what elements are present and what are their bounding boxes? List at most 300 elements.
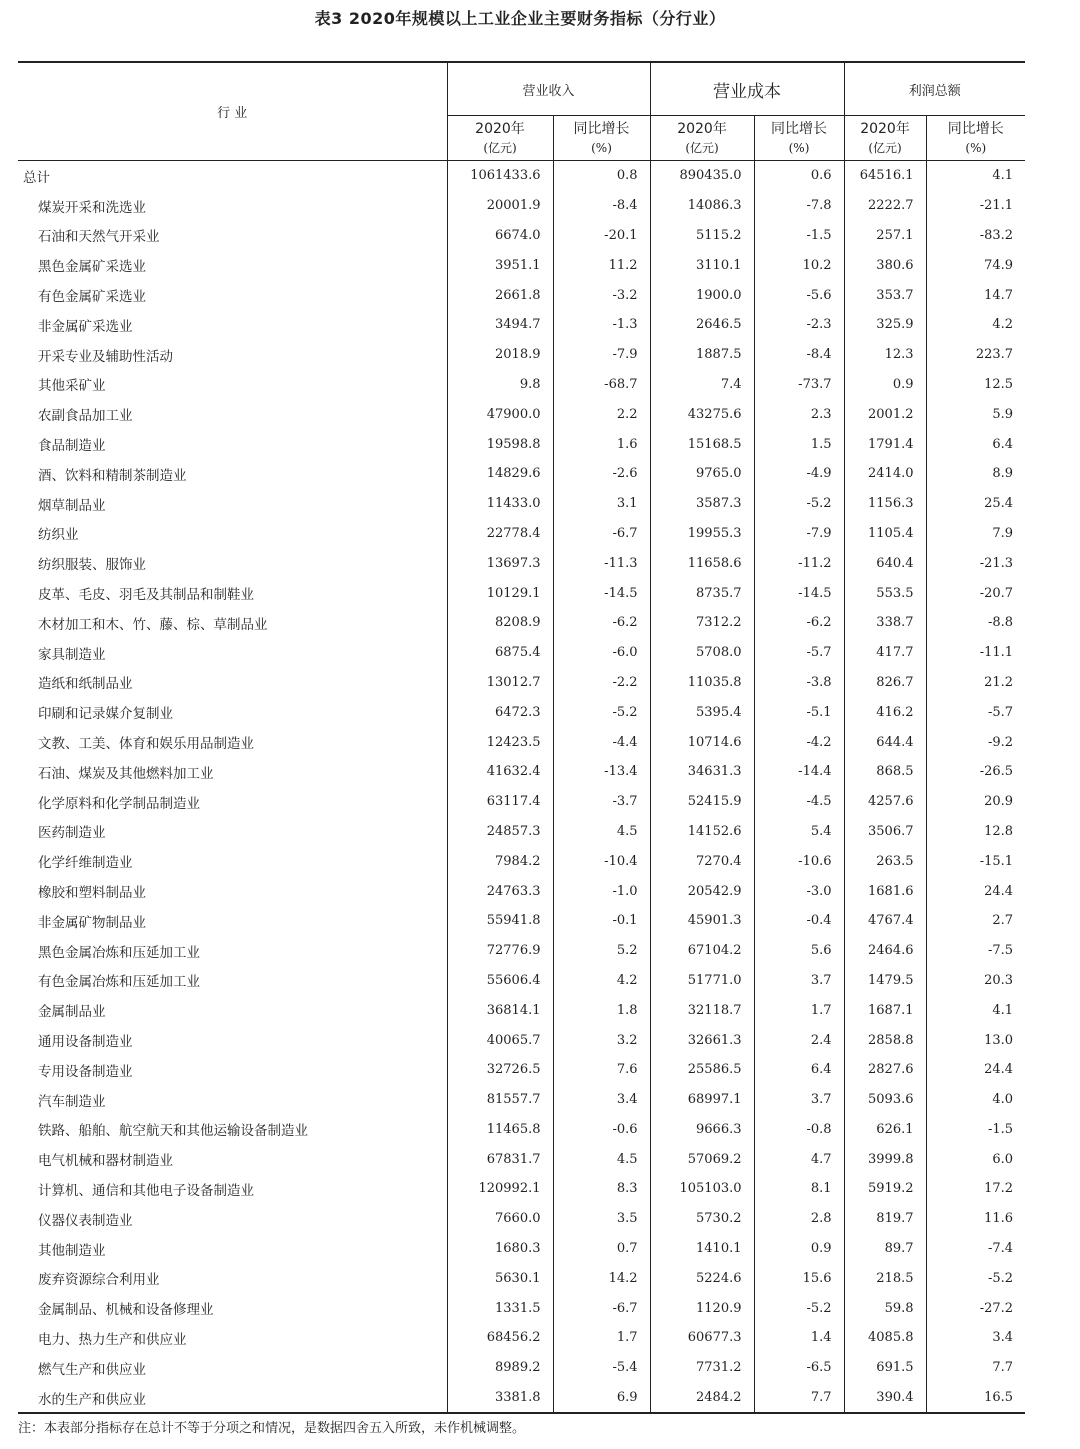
table-row [18,787,1025,817]
cost-value-cell: 60677.3 [650,1323,754,1353]
cost-value-cell: 5115.2 [650,221,754,251]
profit-value-cell: 218.5 [844,1263,926,1293]
cost-value-cell: 890435.0 [650,161,754,191]
pct-label: (%) [788,141,810,155]
table-row [18,727,1025,757]
pct-label: (%) [965,141,987,155]
revenue-growth-cell: 7.6 [553,1055,650,1085]
profit-growth-cell: 21.2 [984,674,1014,690]
revenue-value-cell: 6472.3 [447,697,553,727]
profit-value-cell: 353.7 [844,280,926,310]
profit-growth-cell: 13.0 [984,1032,1014,1048]
revenue-value-subheader [447,116,553,161]
industry-name: 黑色金属矿采选业 [18,250,447,280]
cost-growth-cell: -10.6 [754,846,844,876]
industry-name: 纺织业 [18,519,447,549]
revenue-growth-cell: -0.6 [553,1115,650,1145]
profit-growth-cell: -21.3 [979,555,1014,571]
industry-name: 非金属矿物制品业 [18,906,447,936]
profit-value-cell: 626.1 [844,1115,926,1145]
profit-growth-cell: -26.5 [979,764,1014,780]
profit-growth-cell: -9.2 [987,734,1014,750]
profit-group-header: 利润总额 [844,62,1025,116]
revenue-growth-cell: -4.4 [553,727,650,757]
revenue-growth-cell: 0.7 [553,1234,650,1264]
revenue-value-cell: 1680.3 [447,1234,553,1264]
profit-value-cell: 5093.6 [844,1085,926,1115]
industry-name: 其他制造业 [18,1234,447,1264]
revenue-growth-subheader [553,116,650,161]
table-row [18,1323,1025,1353]
profit-growth-cell: -21.1 [979,198,1014,214]
cost-value-cell: 52415.9 [650,787,754,817]
revenue-growth-cell: -5.4 [553,1353,650,1383]
revenue-growth-cell: 8.3 [553,1174,650,1204]
profit-growth-cell: -27.2 [979,1300,1014,1316]
table-row [18,459,1025,489]
table-row [18,1085,1025,1115]
cost-value-cell: 7312.2 [650,608,754,638]
profit-growth-cell: 20.9 [984,794,1014,810]
profit-value-cell: 380.6 [844,250,926,280]
cost-growth-cell: -5.6 [754,280,844,310]
growth-label: 同比增长 [947,121,1004,137]
table-row [18,1353,1025,1383]
industry-name: 专用设备制造业 [18,1055,447,1085]
profit-value-cell: 325.9 [844,310,926,340]
cost-growth-cell: -0.8 [754,1115,844,1145]
table-row [18,876,1025,906]
cost-growth-cell: 6.4 [754,1055,844,1085]
profit-value-cell: 868.5 [844,757,926,787]
profit-growth-cell: -83.2 [979,227,1014,243]
cost-growth-cell: -3.8 [754,668,844,698]
industry-name: 水的生产和供应业 [18,1383,447,1414]
profit-value-cell: 5919.2 [844,1174,926,1204]
revenue-value-cell: 72776.9 [447,936,553,966]
profit-value-cell: 417.7 [844,638,926,668]
cost-growth-cell: 3.7 [754,966,844,996]
revenue-growth-cell: -20.1 [553,221,650,251]
profit-value-cell: 644.4 [844,727,926,757]
cost-growth-cell: -6.5 [754,1353,844,1383]
cost-value-cell: 11658.6 [650,548,754,578]
year-label: 2020年 [677,121,727,137]
profit-growth-cell: 12.8 [984,823,1014,839]
profit-growth-cell: 16.5 [926,1383,1025,1414]
cost-growth-cell: 5.6 [754,936,844,966]
revenue-growth-cell: 4.2 [553,966,650,996]
profit-value-cell: 416.2 [844,697,926,727]
revenue-growth-cell: 3.4 [553,1085,650,1115]
revenue-value-cell: 68456.2 [447,1323,553,1353]
table-row [18,906,1025,936]
table-title: 表3 2020年规模以上工业企业主要财务指标（分行业） [314,9,726,28]
revenue-value-cell: 32726.5 [447,1055,553,1085]
revenue-value-cell: 6875.4 [447,638,553,668]
table-row [18,1234,1025,1264]
profit-growth-cell: 25.4 [984,496,1014,512]
revenue-value-cell: 24763.3 [447,876,553,906]
table-header [18,62,1025,161]
cost-growth-cell: 2.3 [754,399,844,429]
revenue-growth-cell: 4.5 [553,817,650,847]
revenue-growth-cell: -13.4 [553,757,650,787]
table-body [18,161,1025,1414]
profit-growth-cell: -1.5 [987,1121,1014,1137]
unit-label: (亿元) [483,141,517,155]
revenue-growth-cell: -8.4 [553,191,650,221]
revenue-value-cell: 67831.7 [447,1144,553,1174]
revenue-growth-cell: -10.4 [553,846,650,876]
profit-value-cell: 691.5 [844,1353,926,1383]
cost-value-cell: 9666.3 [650,1115,754,1145]
industry-name: 电力、热力生产和供应业 [18,1323,447,1353]
industry-name: 食品制造业 [18,429,447,459]
cost-value-cell: 2484.2 [650,1383,754,1414]
cost-growth-cell: 15.6 [754,1263,844,1293]
pct-label: (%) [591,141,612,155]
revenue-growth-cell: -2.6 [553,459,650,489]
cost-value-cell: 15168.5 [650,429,754,459]
footnote: 注：本表部分指标存在总计不等于分项之和情况，是数据四舍五入所致，未作机械调整。 [18,1421,526,1436]
industry-name: 橡胶和塑料制品业 [18,876,447,906]
profit-value-cell: 4767.4 [844,906,926,936]
table-row [18,489,1025,519]
table-row [18,221,1025,251]
industry-name: 纺织服装、服饰业 [18,548,447,578]
revenue-growth-cell: 5.2 [553,936,650,966]
revenue-value-cell: 7984.2 [447,846,553,876]
revenue-growth-cell: 1.7 [553,1323,650,1353]
cost-growth-cell: -0.4 [754,906,844,936]
profit-value-cell: 2827.6 [844,1055,926,1085]
revenue-growth-cell: -5.2 [553,697,650,727]
revenue-value-cell: 63117.4 [447,787,553,817]
profit-value-cell: 1105.4 [844,519,926,549]
growth-label: 同比增长 [573,121,630,137]
table-row [18,846,1025,876]
revenue-growth-cell: 3.1 [553,489,650,519]
profit-value-cell: 338.7 [844,608,926,638]
profit-value-cell: 1681.6 [844,876,926,906]
revenue-value-cell: 8989.2 [447,1353,553,1383]
table-row [18,1204,1025,1234]
industry-name: 燃气生产和供应业 [18,1353,447,1383]
profit-value-cell: 553.5 [844,578,926,608]
table-row [18,1174,1025,1204]
table-row [18,697,1025,727]
cost-growth-cell: -5.7 [754,638,844,668]
revenue-value-cell: 55941.8 [447,906,553,936]
cost-value-cell: 20542.9 [650,876,754,906]
profit-growth-cell: 17.2 [984,1181,1014,1197]
industry-name: 金属制品、机械和设备修理业 [18,1293,447,1323]
table-row [18,519,1025,549]
table-row [18,1383,1025,1414]
table-row [18,1055,1025,1085]
revenue-value-cell: 8208.9 [447,608,553,638]
profit-growth-cell: -8.8 [987,615,1014,631]
table-row [18,936,1025,966]
revenue-growth-cell: 1.8 [553,995,650,1025]
revenue-value-cell: 5630.1 [447,1263,553,1293]
profit-growth-cell: 20.3 [984,972,1014,988]
profit-value-cell: 263.5 [844,846,926,876]
cost-growth-cell: 1.4 [754,1323,844,1353]
cost-growth-cell: -4.5 [754,787,844,817]
table-row [18,310,1025,340]
cost-value-cell: 25586.5 [650,1055,754,1085]
cost-value-cell: 10714.6 [650,727,754,757]
profit-value-cell: 3506.7 [844,817,926,847]
revenue-value-cell: 3381.8 [447,1383,553,1414]
cost-value-cell: 34631.3 [650,757,754,787]
profit-growth-cell: 2.7 [992,913,1014,929]
cost-value-cell: 5708.0 [650,638,754,668]
cost-value-cell: 68997.1 [650,1085,754,1115]
revenue-growth-cell: -7.9 [553,340,650,370]
profit-value-cell: 1687.1 [844,995,926,1025]
profit-growth-cell: -20.7 [979,585,1014,601]
profit-value-cell: 2464.6 [844,936,926,966]
industry-name: 仪器仪表制造业 [18,1204,447,1234]
cost-value-cell: 57069.2 [650,1144,754,1174]
cost-growth-cell: 8.1 [754,1174,844,1204]
cost-growth-cell: -5.1 [754,697,844,727]
revenue-value-cell: 41632.4 [447,757,553,787]
cost-value-cell: 1120.9 [650,1293,754,1323]
revenue-growth-cell: -1.3 [553,310,650,340]
cost-value-cell: 105103.0 [650,1174,754,1204]
profit-value-cell: 257.1 [844,221,926,251]
revenue-value-cell: 1061433.6 [447,161,553,191]
cost-value-cell: 45901.3 [650,906,754,936]
financial-indicators-table [18,61,1025,1414]
cost-growth-cell: 1.7 [754,995,844,1025]
revenue-growth-cell: 3.2 [553,1025,650,1055]
profit-growth-cell: -7.5 [987,943,1014,959]
profit-growth-cell: 24.4 [984,1062,1014,1078]
profit-growth-cell: 8.9 [992,466,1014,482]
profit-growth-cell: 24.4 [984,883,1014,899]
revenue-value-cell: 20001.9 [447,191,553,221]
revenue-growth-cell: 1.6 [553,429,650,459]
table-row [18,429,1025,459]
industry-name: 金属制品业 [18,995,447,1025]
cost-value-cell: 5224.6 [650,1263,754,1293]
revenue-growth-cell: -3.7 [553,787,650,817]
cost-growth-cell: -14.5 [754,578,844,608]
revenue-value-cell: 6674.0 [447,221,553,251]
cost-growth-cell: -4.2 [754,727,844,757]
profit-growth-cell: 223.7 [975,347,1014,363]
cost-growth-cell: -4.9 [754,459,844,489]
industry-name: 木材加工和木、竹、藤、棕、草制品业 [18,608,447,638]
cost-growth-cell: 4.7 [754,1144,844,1174]
growth-label: 同比增长 [771,121,828,137]
industry-name: 印刷和记录媒介复制业 [18,697,447,727]
profit-growth-subheader [926,116,1025,161]
table-row [18,608,1025,638]
profit-growth-cell: 12.5 [984,376,1014,392]
revenue-growth-cell: -68.7 [553,370,650,400]
profit-value-cell: 89.7 [844,1234,926,1264]
table-row [18,1115,1025,1145]
cost-growth-cell: -2.3 [754,310,844,340]
table-row [18,1263,1025,1293]
revenue-value-cell: 2661.8 [447,280,553,310]
cost-value-cell: 8735.7 [650,578,754,608]
cost-growth-cell: -73.7 [754,370,844,400]
cost-value-cell: 1410.1 [650,1234,754,1264]
profit-value-cell: 1791.4 [844,429,926,459]
cost-growth-cell: -5.2 [754,1293,844,1323]
cost-value-cell: 32661.3 [650,1025,754,1055]
cost-value-cell: 11035.8 [650,668,754,698]
revenue-value-cell: 36814.1 [447,995,553,1025]
cost-value-cell: 1887.5 [650,340,754,370]
profit-value-cell: 1156.3 [844,489,926,519]
industry-name: 汽车制造业 [18,1085,447,1115]
profit-value-cell: 1479.5 [844,966,926,996]
industry-name: 煤炭开采和洗选业 [18,191,447,221]
revenue-value-cell: 7660.0 [447,1204,553,1234]
profit-value-cell: 4257.6 [844,787,926,817]
cost-growth-subheader [754,116,844,161]
table-row [18,370,1025,400]
industry-name: 铁路、船舶、航空航天和其他运输设备制造业 [18,1115,447,1145]
table-row [18,757,1025,787]
revenue-value-cell: 40065.7 [447,1025,553,1055]
profit-growth-cell: 6.0 [992,1151,1014,1167]
profit-value-cell: 2858.8 [844,1025,926,1055]
cost-value-cell: 9765.0 [650,459,754,489]
revenue-value-cell: 13012.7 [447,668,553,698]
cost-value-cell: 5395.4 [650,697,754,727]
industry-header: 行 业 [18,62,447,161]
industry-name: 农副食品加工业 [18,399,447,429]
profit-value-cell: 2414.0 [844,459,926,489]
table-row [18,578,1025,608]
cost-value-cell: 32118.7 [650,995,754,1025]
cost-growth-cell: 2.4 [754,1025,844,1055]
table-row [18,1144,1025,1174]
cost-group-header: 营业成本 [650,62,844,116]
industry-name: 造纸和纸制品业 [18,668,447,698]
cost-growth-cell: 2.8 [754,1204,844,1234]
industry-name: 烟草制品业 [18,489,447,519]
industry-name: 非金属矿采选业 [18,310,447,340]
revenue-growth-cell: 11.2 [553,250,650,280]
industry-name: 化学原料和化学制品制造业 [18,787,447,817]
table-row [18,1293,1025,1323]
revenue-growth-cell: 2.2 [553,399,650,429]
cost-value-cell: 51771.0 [650,966,754,996]
industry-name: 家具制造业 [18,638,447,668]
profit-growth-cell: 14.7 [984,287,1014,303]
profit-value-cell: 64516.1 [844,161,926,191]
cost-growth-cell: 5.4 [754,817,844,847]
industry-name: 其他采矿业 [18,370,447,400]
cost-growth-cell: -11.2 [754,548,844,578]
revenue-growth-cell: 3.5 [553,1204,650,1234]
table-row [18,191,1025,221]
cost-growth-cell: 7.7 [754,1383,844,1414]
revenue-growth-cell: -11.3 [553,548,650,578]
cost-growth-cell: -5.2 [754,489,844,519]
cost-value-cell: 14086.3 [650,191,754,221]
cost-growth-cell: -8.4 [754,340,844,370]
unit-label: (亿元) [685,141,719,155]
revenue-growth-cell: -2.2 [553,668,650,698]
cost-value-cell: 5730.2 [650,1204,754,1234]
industry-name: 石油、煤炭及其他燃料加工业 [18,757,447,787]
profit-growth-cell: 4.1 [992,1002,1014,1018]
industry-name: 文教、工美、体育和娱乐用品制造业 [18,727,447,757]
cost-value-cell: 7270.4 [650,846,754,876]
table-row [18,817,1025,847]
revenue-value-cell: 3951.1 [447,250,553,280]
cost-growth-cell: -6.2 [754,608,844,638]
industry-name: 石油和天然气开采业 [18,221,447,251]
cost-value-cell: 14152.6 [650,817,754,847]
table-row [18,668,1025,698]
revenue-value-cell: 9.8 [447,370,553,400]
profit-value-cell: 59.8 [844,1293,926,1323]
revenue-growth-cell: 14.2 [553,1263,650,1293]
profit-growth-cell: -7.4 [987,1241,1014,1257]
profit-growth-cell: 74.9 [984,257,1014,273]
revenue-value-cell: 2018.9 [447,340,553,370]
profit-growth-cell: 4.0 [992,1092,1014,1108]
profit-value-cell: 819.7 [844,1204,926,1234]
year-label: 2020年 [860,121,910,137]
revenue-growth-cell: 4.5 [553,1144,650,1174]
table-row [18,638,1025,668]
table-row [18,966,1025,996]
total-row [18,161,1025,191]
revenue-value-cell: 11465.8 [447,1115,553,1145]
cost-growth-cell: -7.9 [754,519,844,549]
revenue-growth-cell: -6.0 [553,638,650,668]
cost-growth-cell: -7.8 [754,191,844,221]
profit-value-cell: 3999.8 [844,1144,926,1174]
profit-value-cell: 0.9 [844,370,926,400]
revenue-value-cell: 55606.4 [447,966,553,996]
cost-value-cell: 7731.2 [650,1353,754,1383]
cost-growth-cell: -14.4 [754,757,844,787]
cost-value-cell: 3110.1 [650,250,754,280]
profit-growth-cell: 4.2 [992,317,1014,333]
revenue-value-cell: 13697.3 [447,548,553,578]
industry-name: 电气机械和器材制造业 [18,1144,447,1174]
revenue-growth-cell: -14.5 [553,578,650,608]
revenue-growth-cell: -0.1 [553,906,650,936]
table-row [18,399,1025,429]
profit-growth-cell: 11.6 [984,1211,1014,1227]
profit-growth-cell: 3.4 [992,1330,1014,1346]
profit-value-cell: 640.4 [844,548,926,578]
revenue-value-cell: 10129.1 [447,578,553,608]
cost-growth-cell: -1.5 [754,221,844,251]
profit-growth-cell: 7.9 [992,525,1014,541]
cost-growth-cell: 3.7 [754,1085,844,1115]
year-label: 2020年 [475,121,525,137]
revenue-growth-cell: -3.2 [553,280,650,310]
revenue-growth-cell: 6.9 [553,1383,650,1414]
cost-growth-cell: 0.9 [754,1234,844,1264]
